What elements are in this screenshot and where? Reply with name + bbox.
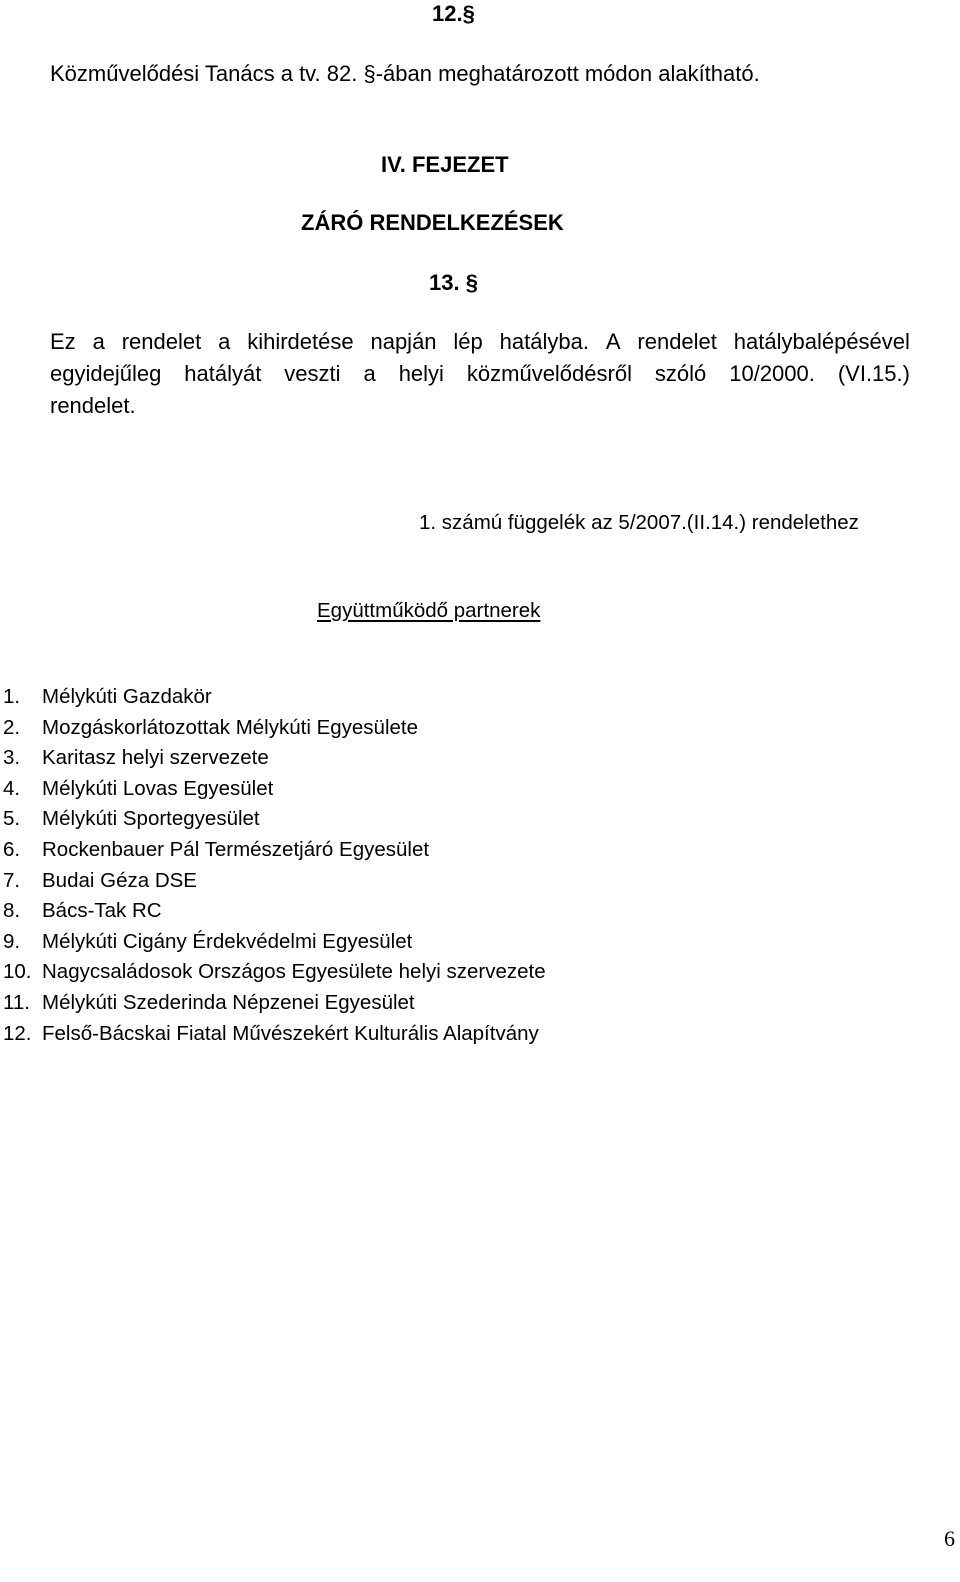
item-label: Mélykúti Sportegyesület [42,807,260,831]
word: veszti [284,361,341,386]
paragraph-effect-line-3: rendelet. [50,393,136,418]
section-13-heading: 13. § [429,270,478,295]
item-label: Nagycsaládosok Országos Egyesülete helyi szervezete [42,960,546,984]
word: A [605,329,621,354]
paragraph-council: Közművelődési Tanács a tv. 82. §-ában meghatározott módon alakítható. [50,61,760,86]
partners-title: Együttműködő partnerek [317,599,541,622]
item-number: 12. [3,1021,32,1045]
item-number: 3. [3,746,21,770]
word: a [363,361,376,386]
item-number: 9. [3,929,21,953]
appendix-title: 1. számú függelék az 5/2007.(II.14.) rendelethez [419,511,859,534]
item-number: 6. [3,837,21,861]
word: hatálybalépésével [733,329,910,354]
word: hatályba. [499,329,589,354]
word: (VI.15.) [837,361,910,386]
item-number: 1. [3,685,21,708]
section-12-heading: 12.§ [432,1,475,26]
item-label: Mélykúti Gazdakör [42,685,212,708]
item-number: 8. [3,899,21,923]
item-number: 10. [3,960,32,984]
word: 10/2000. [729,361,815,386]
paragraph-effect-line-1 [50,329,910,355]
item-label: Mozgáskorlátozottak Mélykúti Egyesülete [42,715,419,739]
item-label: Felső-Bácskai Fiatal Művészekért Kulturális Alapítvány [42,1021,539,1045]
item-number: 5. [3,807,21,831]
word: egyidejűleg [50,361,162,386]
item-label: Rockenbauer Pál Természetjáró Egyesület [42,837,430,861]
word: rendelet [637,329,717,354]
page-number: 6 [944,1526,955,1551]
word: rendelet [121,329,202,354]
chapter-heading: IV. FEJEZET [381,152,509,177]
item-label: Mélykúti Szederinda Népzenei Egyesület [42,990,415,1014]
word: helyi [398,361,444,386]
word: közművelődésről [466,361,632,386]
item-label: Budai Géza DSE [42,868,197,892]
word: Ez [50,329,76,354]
word: szóló [654,361,707,386]
word: napján [370,329,437,354]
item-number: 11. [3,990,30,1014]
closing-provisions-heading: ZÁRÓ RENDELKEZÉSEK [301,210,564,235]
item-label: Bács-Tak RC [42,899,162,923]
paragraph-effect-line-2 [50,361,910,387]
word: kihirdetése [247,329,354,354]
word: a [92,329,105,354]
word: a [218,329,231,354]
item-number: 4. [3,776,21,800]
item-label: Mélykúti Cigány Érdekvédelmi Egyesület [42,929,413,953]
item-label: Karitasz helyi szervezete [42,746,269,770]
item-number: 2. [3,715,21,739]
item-label: Mélykúti Lovas Egyesület [42,776,274,800]
word: lép [453,329,483,354]
item-number: 7. [3,868,21,892]
word: hatályát [184,361,262,386]
